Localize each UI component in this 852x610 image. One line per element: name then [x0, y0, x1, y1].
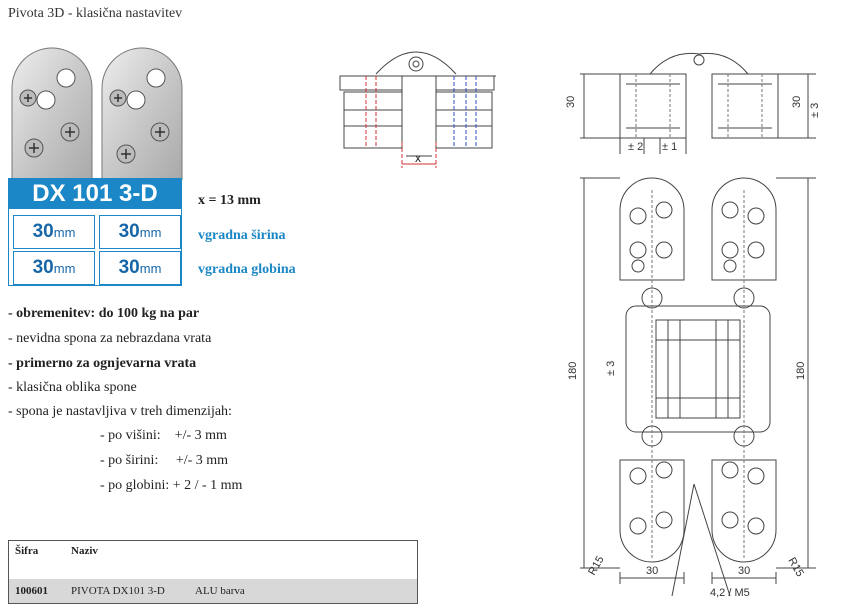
dim-unit: mm [139, 225, 162, 240]
dim-width-left: 30 [646, 565, 659, 577]
feature-item: - spona je nastavljiva v treh dimenzijah: [8, 404, 232, 419]
dim-tol-a: ± 2 [628, 141, 644, 153]
page-title: Pivota 3D - klasična nastavitev [8, 6, 183, 21]
dim-tol-mid: ± 3 [605, 360, 617, 376]
label-width: vgradna širina [198, 228, 286, 243]
feature-item: - nevidna spona za nebrazdana vrata [8, 331, 212, 346]
dim-cell [13, 251, 95, 285]
hole [37, 91, 55, 109]
adjustment-item: - po višini: +/- 3 mm [100, 428, 227, 443]
dim-height-right: 30 [791, 95, 803, 108]
dim-cell [13, 215, 95, 249]
dim-height-left: 180 [567, 361, 579, 380]
adjustment-item: - po širini: +/- 3 mm [100, 453, 229, 468]
hole [127, 91, 145, 109]
feature-item: - obremenitev: do 100 kg na par [8, 306, 200, 321]
dim-height-left: 30 [565, 95, 577, 108]
x-value: x = 13 mm [198, 193, 261, 208]
dim-cell [99, 215, 181, 249]
product-card [8, 178, 182, 286]
dim-radius-left: R15 [586, 554, 607, 578]
cell-color: ALU barva [195, 585, 245, 597]
dim-value: 30 [118, 221, 140, 242]
label-depth: vgradna globina [198, 262, 296, 277]
dim-tol-right: ± 3 [809, 102, 821, 118]
dim-width-right: 30 [738, 565, 751, 577]
cell-code: 100601 [15, 585, 48, 597]
dim-radius-right: R15 [785, 555, 806, 579]
hole [147, 69, 165, 87]
dim-tol-b: ± 1 [662, 141, 678, 153]
side-view-drawing [560, 46, 836, 156]
adjustment-item: - po globini: + 2 / - 1 mm [100, 478, 243, 493]
dim-value: 30 [32, 257, 54, 278]
hinge-plate-left [12, 48, 92, 180]
pivot [409, 57, 423, 71]
product-model: DX 101 3-D [9, 179, 181, 209]
product-table [8, 540, 418, 604]
dim-unit: mm [53, 261, 76, 276]
hole [57, 69, 75, 87]
dim-unit: mm [53, 225, 76, 240]
header-name: Naziv [71, 545, 98, 557]
header-code: Šifra [15, 545, 39, 557]
hinge-plate-right [102, 48, 182, 180]
top-view-drawing [336, 46, 502, 176]
dim-value: 30 [118, 257, 140, 278]
dim-value: 30 [32, 221, 54, 242]
dim-height-right: 180 [795, 361, 807, 380]
feature-item: - primerno za ognjevarna vrata [8, 356, 197, 371]
hinge-photo [8, 44, 183, 180]
dim-screw: 4,2 / M5 [710, 587, 750, 599]
dim-unit: mm [139, 261, 162, 276]
cell-name: PIVOTA DX101 3-D [71, 585, 165, 597]
x-dim-label: x [415, 151, 421, 165]
feature-item: - klasična oblika spone [8, 380, 137, 395]
dim-cell [99, 251, 181, 285]
front-view-drawing [560, 170, 836, 606]
